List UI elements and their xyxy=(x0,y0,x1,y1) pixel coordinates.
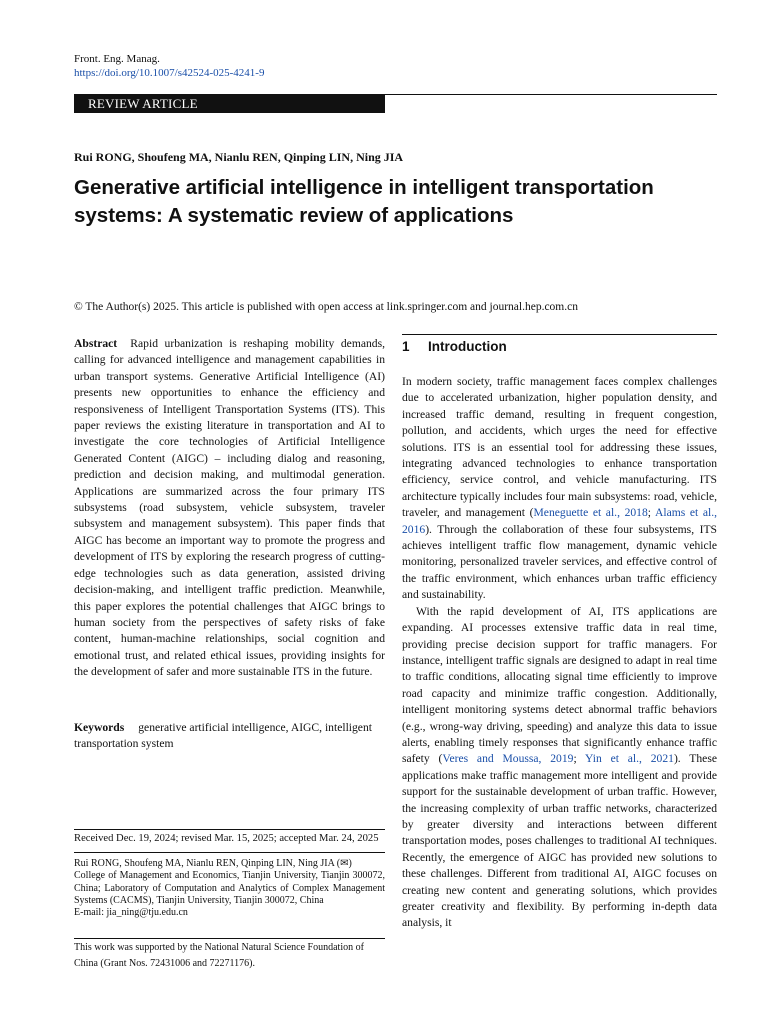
keywords-label: Keywords xyxy=(74,721,125,734)
author-list: Rui RONG, Shoufeng MA, Nianlu REN, Qinping LIN, Ning JIA xyxy=(74,150,404,164)
abstract-label: Abstract xyxy=(74,337,118,350)
funding-note: This work was supported by the National Natural Science Foundation of China (Grant Nos. 72431006 and 72271176). xyxy=(74,942,364,969)
dates-rule xyxy=(74,852,385,853)
article-type-badge: REVIEW ARTICLE xyxy=(74,94,385,113)
citation-alams[interactable]: Alams et al., 2016 xyxy=(402,506,718,536)
introduction-body xyxy=(402,374,717,932)
section-rule xyxy=(402,334,717,335)
keywords xyxy=(74,720,385,753)
footnote-rule xyxy=(74,829,385,830)
keywords-text: generative artificial intelligence, AIGC, intelligent transportation system xyxy=(74,721,372,751)
intro-paragraph-1: In modern society, traffic management faces complex challenges due to accelerated urbanization, higher population density, and increased traffic demand, resulting in frequent congestion, pollution, and accidents, which urges the need for effective solutions. ITS is an essential tool for addressing these issues, integrating advanced technologies to enhance transportation efficiency, service control, and vehicle manufacturing. ITS architecture typically includes four main subsystems: road, vehicle, traveler, and management (Meneguette et al., 2018; Alams et al., 2016). Through the collaboration of these four subsystems, ITS achieves intelligent traffic flow management, dynamic vehicle monitoring, personalized traveler services, and effective control of the traffic environment, which enhances urban traffic efficiency and sustainability. xyxy=(402,375,718,602)
journal-header xyxy=(74,52,264,80)
section-number: 1 xyxy=(402,339,410,354)
abstract xyxy=(74,336,385,681)
section-title: Introduction xyxy=(428,339,507,354)
copyright-notice: © The Author(s) 2025. This article is published with open access at link.springer.com and journal.hep.com.cn xyxy=(74,301,578,313)
affiliation xyxy=(74,858,385,919)
funding-rule xyxy=(74,938,385,939)
doi-link[interactable]: https://doi.org/10.1007/s42524-025-4241-9 xyxy=(74,67,265,79)
abstract-text: Rapid urbanization is reshaping mobility demands, calling for advanced intelligence and management capabilities in urban transport systems. Generative Artificial Intelligence (AI) presents new opportunities to enhance the efficiency and responsiveness of Intelligent Transportation Systems (ITS). This paper reviews the existing literature in transportation and AI to investigate the core technologies of Artificial Intelligence Generated Content (AIGC) – including dialog and reasoning, prediction and decision making, and multimodal generation. Applications are summarized across the four primary ITS subsystems (road subsystem, vehicle subsystem, traveler subsystem and management subsystem). This paper finds that AIGC has become an important way to promote the progress and development of ITS by exploring the research progress of cutting-edge technologies such as data generation, assisted driving decision-making, and intelligent traffic prediction. Meanwhile, this paper explores the potential challenges that AIGC brings to human society from the perspectives of safety risks of fake content, human-machine relationships, social cognition and emotional trust, and related ethical issues, providing insights for the development of safer and more sustainable ITS in the future. xyxy=(74,337,385,679)
section-heading xyxy=(402,339,507,354)
intro-paragraph-2: With the rapid development of AI, ITS applications are expanding. AI processes extensive traffic data in real time, providing precise decision support for traffic managers. For instance, intelligent traffic signals are designed to adapt in real time to traffic conditions, allocating signal time efficiently to improve road capacity and minimize traffic congestion. Additionally, intelligent monitoring systems detect abnormal traffic behaviors (e.g., wrong-way driving, speeding) and analyze this data to issue alerts, enabling timely responses that significantly enhance traffic safety (Veres and Moussa, 2019; Yin et al., 2021). These applications make traffic management more intelligent and provide support for the sustainable development of urban traffic. However, the increasing complexity of urban traffic networks, characterized by greater diversity and interactions between different transportation modes, poses challenges to traditional AI techniques. Recently, the emergence of AIGC has provided new solutions to these challenges. Different from traditional AI, AIGC focuses on creating new content and generating solutions, which provides greater creativity and flexibility. By performing in-depth data analysis, it xyxy=(402,604,717,930)
citation-yin[interactable]: Yin et al., 2021 xyxy=(585,752,674,766)
affiliation-text: College of Management and Economics, Tianjin University, Tianjin 300072, China; Laboratory of Computation and Analytics of Complex Management Systems (CACMS), Tianjin University, Tianjin 300072, China xyxy=(74,870,385,906)
affiliation-names: Rui RONG, Shoufeng MA, Nianlu REN, Qinping LIN, Ning JIA (✉) xyxy=(74,858,352,869)
paper-title: Generative artificial intelligence in intelligent transportation systems: A systematic review of applications xyxy=(74,176,654,227)
received-dates: Received Dec. 19, 2024; revised Mar. 15, 2025; accepted Mar. 24, 2025 xyxy=(74,833,379,844)
journal-name: Front. Eng. Manag. xyxy=(74,53,160,65)
header-rule xyxy=(385,94,717,95)
citation-veres[interactable]: Veres and Moussa, 2019 xyxy=(442,752,574,766)
citation-meneguette[interactable]: Meneguette et al., 2018 xyxy=(533,506,648,520)
contact-email[interactable]: E-mail: jia_ning@tju.edu.cn xyxy=(74,907,188,919)
